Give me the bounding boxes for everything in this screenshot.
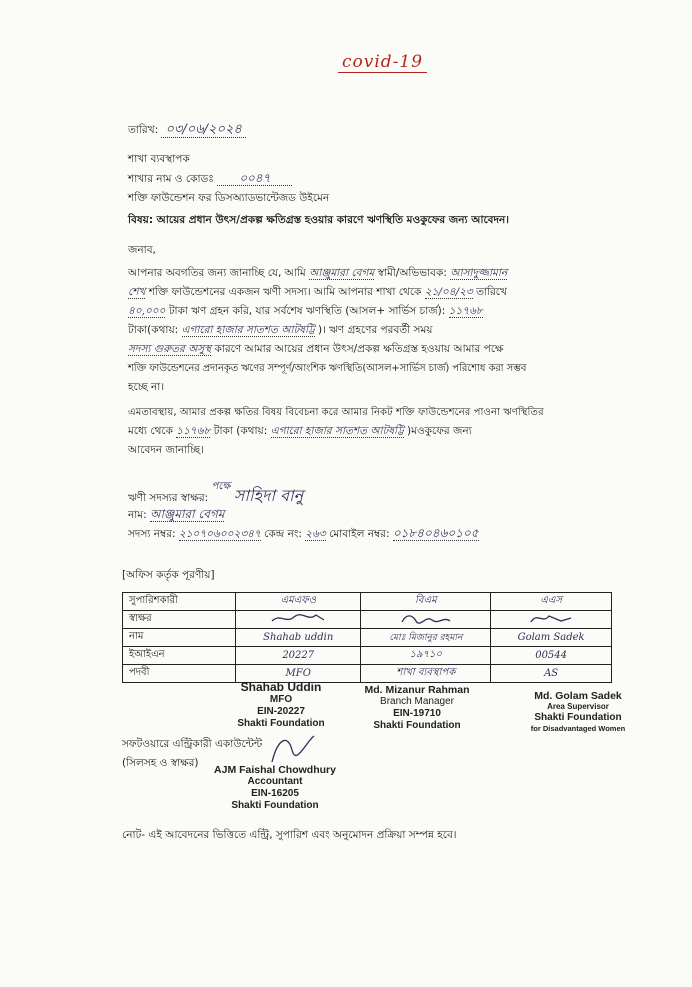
mobile-no: ০১৮৪০৪৬০১০৫ xyxy=(392,526,479,540)
signature-cell xyxy=(491,611,612,629)
branch-line xyxy=(128,169,329,189)
designation-cell: AS xyxy=(491,665,612,683)
approval-table xyxy=(122,592,612,683)
seal-accountant: AJM Faishal Chowdhury Accountant EIN-16205 Shakti Foundation xyxy=(210,764,340,812)
loan-date: ২১/০৪/২৩ xyxy=(424,286,473,298)
waiver-in-words: এগারো হাজার সাতশত আটষট্টি xyxy=(270,425,404,437)
branch-code: ০০৪৭ xyxy=(217,171,292,186)
software-entry-sub: (সিলসহ ও স্বাক্ষর) xyxy=(122,757,199,769)
signature-bm-icon xyxy=(396,612,456,625)
seal-name: AJM Faishal Chowdhury xyxy=(214,764,336,776)
para2-line-2: মধ্যে থেকে ১১৭৬৮ টাকা (কথায়: এগারো হাজার সাতশত আটষট্টি )মওকুফের জন্য xyxy=(128,425,472,437)
date-value: ০৩/০৬/২০২৪ xyxy=(161,122,245,138)
designation-cell: শাখা ব্যবস্থাপক xyxy=(361,665,491,683)
date-label: তারিখ: xyxy=(128,124,159,136)
member-signature: সাহিদা বানু xyxy=(233,486,304,505)
table-row xyxy=(123,665,612,683)
balance-in-words: এগারো হাজার সাতশত আটষট্টি xyxy=(181,324,315,336)
paragraph-2 xyxy=(128,403,648,460)
ein-cell: 00544 xyxy=(491,647,612,665)
para2-line-1: এমতাবস্থায়, আমার প্রকল্প ক্ষতির বিষয় বিবেচনা করে আমার নিকট শক্তি ফাউন্ডেশনের পাওনা ঋণস্থিতির xyxy=(128,407,544,418)
center-label: কেন্দ্র নং: xyxy=(264,528,302,540)
member-name-line xyxy=(128,505,224,525)
member-no-label: সদস্য নম্বর: xyxy=(128,528,176,540)
name-cell: Golam Sadek xyxy=(491,629,612,647)
software-entry-label: সফটওয়ারে এন্ট্রিকারী একাউন্টেন্ট xyxy=(122,738,263,750)
note: নোট- এই আবেদনের ভিত্তিতে এন্ট্রি, সুপারিশ এবং অনুমোদন প্রক্রিয়া সম্পন্ন হবে। xyxy=(122,829,457,841)
loan-amount: ৪০,০০০ xyxy=(128,305,166,317)
guardian-name-2: শেখ xyxy=(128,286,146,298)
para1-line-5: সদস্য গুরুতর অসুস্থ কারণে আমার আয়ের প্রধান উৎস/প্রকল্প ক্ষতিগ্রস্ত হওয়ায় আমার পক্ষে xyxy=(128,343,504,355)
para2-line-3: আবেদন জানাচ্ছি। xyxy=(128,444,204,456)
organization-name: শক্তি ফাউন্ডেশন ফর ডিসঅ্যাডভান্টেজড উইমেন xyxy=(128,192,330,204)
table-row xyxy=(123,611,612,629)
row-label: পদবী xyxy=(123,665,236,683)
member-signature-prefix: পক্ষে xyxy=(211,481,231,492)
member-name-label: নাম: xyxy=(128,509,147,521)
date-line xyxy=(128,120,246,140)
signature-cell xyxy=(361,611,491,629)
column-header: এএস xyxy=(491,593,612,611)
member-details-line xyxy=(128,524,479,544)
applicant-name: আঞ্জুমারা বেগম xyxy=(309,267,375,279)
recipient-title: শাখা ব্যবস্থাপক xyxy=(128,153,190,165)
member-signature-label: ঋণী সদস্যর স্বাক্ষর: xyxy=(128,492,209,504)
para1-line-4: টাকা(কথায়: এগারো হাজার সাতশত আটষট্টি )। ঋণ গ্রহণের পরবর্তী সময় xyxy=(128,324,433,336)
ein-cell: ১৯৭১০ xyxy=(361,647,491,665)
seal-mfo: Shahab Uddin MFO EIN-20227 Shakti Foundation xyxy=(226,680,336,730)
paragraph-1 xyxy=(128,264,648,397)
subject-line: বিষয়: আয়ের প্রধান উৎস/প্রকল্প ক্ষতিগ্রস্ত হওয়ার কারণে ঋণস্থিতি মওকুফের জন্য আবেদন। xyxy=(128,214,510,226)
seal-name: Md. Golam Sadek xyxy=(534,690,622,702)
covid-heading: covid-19 xyxy=(338,52,427,73)
column-header: বিএম xyxy=(361,593,491,611)
loan-balance: ১১৭৬৮ xyxy=(448,305,483,317)
para1-line-3: ৪০,০০০ টাকা ঋণ গ্রহন করি, যার সর্বশেষ ঋণস্থিতি (আসল+ সার্ভিস চার্জ): ১১৭৬৮ xyxy=(128,305,483,317)
office-use-label: [অফিস কর্তৃক পূরণীয়] xyxy=(122,569,215,581)
reason: সদস্য গুরুতর অসুস্থ xyxy=(128,343,212,355)
signature-as-icon xyxy=(521,612,581,625)
name-cell: Shahab uddin xyxy=(236,629,361,647)
para1-line-1: আপনার অবগতির জন্য জানাচ্ছি যে, আমি আঞ্জুমারা বেগম স্বামী/অভিভাবক: আসাদুজ্জামান xyxy=(128,267,508,279)
recipient-block xyxy=(128,150,329,208)
branch-label: শাখার নাম ও কোডঃ xyxy=(128,173,214,185)
row-label: স্বাক্ষর xyxy=(123,611,236,629)
guardian-name: আসাদুজ্জামান xyxy=(450,267,508,279)
seal-bm: Md. Mizanur Rahman Branch Manager EIN-19710 Shakti Foundation xyxy=(352,684,482,732)
seal-name: Md. Mizanur Rahman xyxy=(364,684,470,696)
accountant-signature-icon xyxy=(262,732,322,768)
para1-line-7: হচ্ছে না। xyxy=(128,381,165,393)
waiver-amount: ১১৭৬৮ xyxy=(176,425,211,437)
row-label: সুপারিশকারী xyxy=(123,593,236,611)
seal-as: Md. Golam Sadek Area Supervisor Shakti Foundation for Disadvantaged Women xyxy=(522,690,634,734)
salutation: জনাব, xyxy=(128,244,156,256)
center-no: ২৬৩ xyxy=(305,528,326,540)
table-row xyxy=(123,593,612,611)
table-row xyxy=(123,647,612,665)
para1-line-2: শেখ শক্তি ফাউন্ডেশনের একজন ঋণী সদস্য। আমি আপনার শাখা থেকে ২১/০৪/২৩ তারিখে xyxy=(128,286,507,298)
table-row xyxy=(123,629,612,647)
seal-name: Shahab Uddin xyxy=(240,680,322,694)
member-name: আঞ্জুমারা বেগম xyxy=(150,507,225,521)
signature-cell xyxy=(236,611,361,629)
mobile-label: মোবাইল নম্বর: xyxy=(329,528,390,540)
signature-mfo-icon xyxy=(268,612,328,625)
column-header: এমএফও xyxy=(236,593,361,611)
row-label: নাম xyxy=(123,629,236,647)
name-cell: মোঃ মিজানুর রহমান xyxy=(361,629,491,647)
designation-cell: MFO xyxy=(236,665,361,683)
ein-cell: 20227 xyxy=(236,647,361,665)
para1-line-6: শক্তি ফাউন্ডেশনের প্রদানকৃত ঋণের সম্পূর্ণ/আংশিক ঋণস্থিতি(আসল+সার্ভিস চার্জ) পরিশোধ করা সম্ভব xyxy=(128,363,527,374)
member-no: ২১০৭০৬০০২৩৪৭ xyxy=(178,528,261,540)
row-label: ইআইএন xyxy=(123,647,236,665)
